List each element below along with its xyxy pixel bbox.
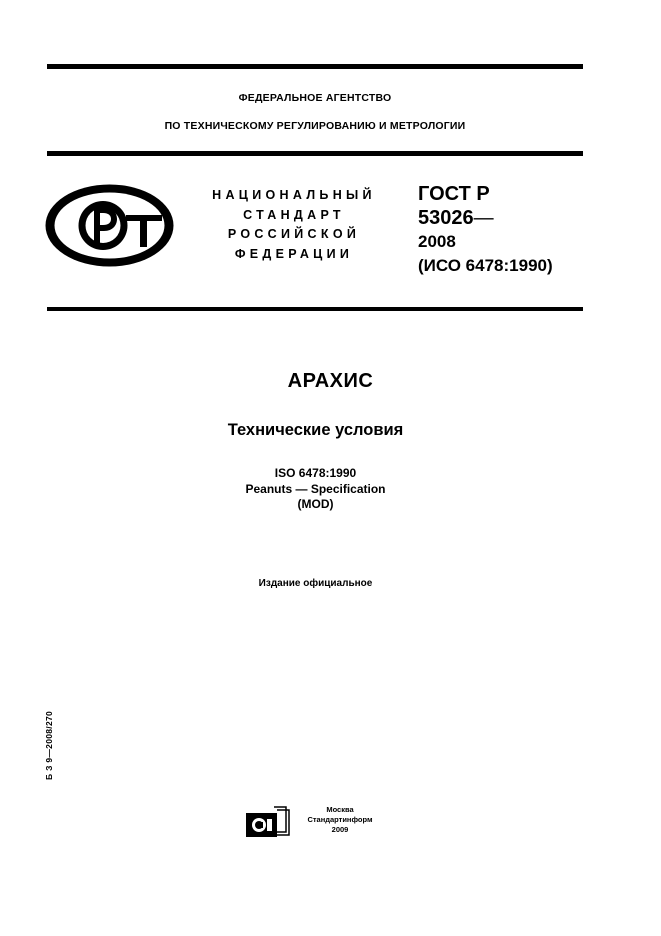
publisher-block: [296, 805, 384, 835]
standard-type-line: НАЦИОНАЛЬНЫЙ: [212, 188, 376, 202]
publisher-year: 2009: [331, 825, 349, 834]
middle-rule: [47, 151, 583, 156]
side-code: Б З 9—2008/270: [44, 710, 54, 780]
standard-type-line: РОССИЙСКОЙ: [227, 227, 361, 241]
iso-reference: ISO 6478:1990: [274, 466, 357, 480]
standard-code-year: 2008: [418, 232, 456, 251]
publisher-name: Стандартинформ: [307, 815, 373, 824]
iso-title: Peanuts — Specification: [245, 481, 386, 496]
standartinform-logo-icon: [246, 806, 290, 838]
iso-modification: (MOD): [297, 497, 334, 511]
document-title: АРАХИС: [287, 370, 374, 392]
standard-code-number-line: [418, 206, 553, 230]
standard-code-dash: —: [473, 207, 494, 229]
iso-reference-block: [0, 466, 631, 513]
standard-iso-code: (ИСО 6478:1990): [418, 256, 553, 275]
standard-type-line: ФЕДЕРАЦИИ: [234, 246, 354, 261]
rst-logo-icon: [43, 183, 176, 268]
standard-code-number: 53026: [418, 207, 474, 229]
edition-note: Издание официальное: [258, 578, 373, 589]
standard-type-line: СТАНДАРТ: [243, 207, 345, 222]
document-subtitle: Технические условия: [227, 421, 404, 439]
standard-type-block: [208, 186, 380, 264]
standard-code-block: [418, 182, 553, 278]
top-rule: [47, 64, 583, 69]
agency-line-2: ПО ТЕХНИЧЕСКОМУ РЕГУЛИРОВАНИЮ И МЕТРОЛОГИИ: [164, 120, 466, 132]
agency-line-1: ФЕДЕРАЛЬНОЕ АГЕНТСТВО: [238, 92, 392, 104]
bottom-rule: [47, 307, 583, 311]
publisher-city: Москва: [326, 805, 354, 814]
standard-code-prefix: ГОСТ Р: [418, 183, 490, 205]
